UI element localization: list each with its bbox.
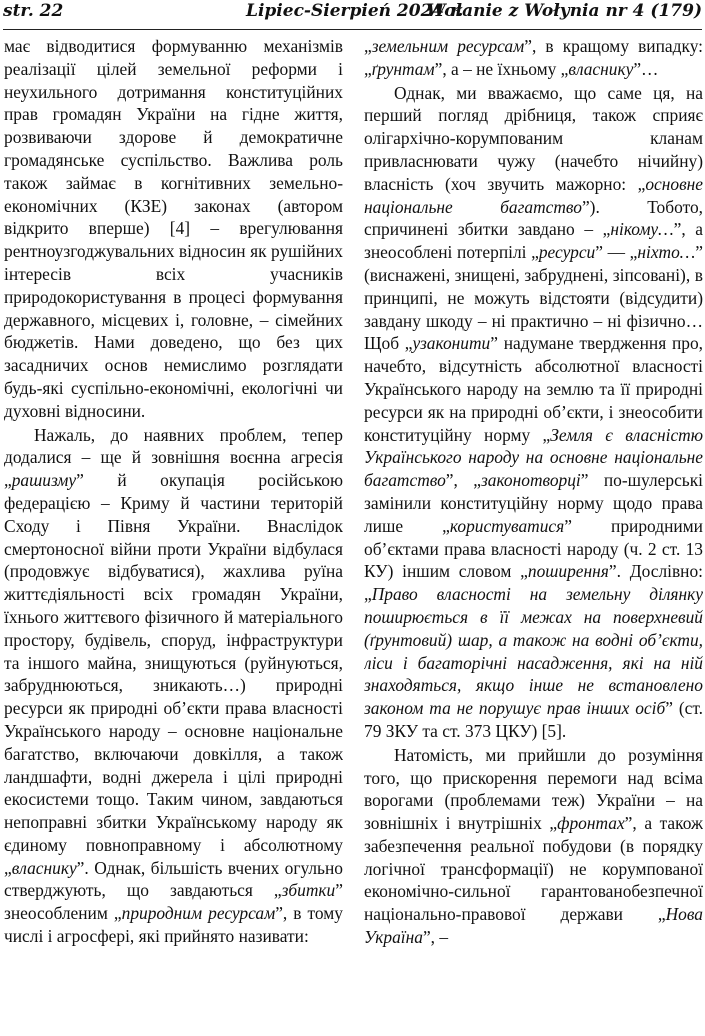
publication-title: Wołanie z Wołynia nr 4 (179) bbox=[426, 1, 702, 21]
italic-term: Нова Україна bbox=[364, 904, 703, 948]
italic-term: земельним ресурсам bbox=[371, 36, 525, 56]
italic-term: ґрунтам bbox=[371, 58, 435, 79]
italic-term: нікому… bbox=[610, 219, 674, 240]
italic-term: користуватися bbox=[449, 515, 565, 536]
italic-quote: Право власності на земельну ділянку поширюється в її межах на поверхневий (ґрунтовий) шар, а також на водні об’єкти, ліси і багаторічні насадження, які на ній знаходяться, якщо інше не встановлено законом та не порушує прав інших осіб bbox=[364, 584, 703, 719]
issue-date: Lipiec-Sierpień 2024 r. bbox=[246, 1, 464, 21]
italic-term: ніхто… bbox=[637, 242, 696, 263]
header-rule bbox=[3, 29, 702, 30]
paragraph: „земельним ресурсам”, в кращому випадку: „ґрунтам”, а – не їхньому „власнику”… bbox=[364, 36, 703, 79]
italic-term: збитки bbox=[281, 880, 336, 901]
left-column bbox=[4, 35, 343, 1035]
italic-term: законотворці bbox=[480, 470, 581, 491]
page-header bbox=[3, 0, 702, 30]
page-number: str. 22 bbox=[3, 1, 64, 21]
paragraph: Однак, ми вважаємо, що саме ця, на перший погляд дрібниця, також сприяє олігархічно-корумпованим кланам привласнювати чужу (начебто нічийну) власність (хоч звучить мажорно: „основне національне багатство”). Тобото, спричинені збитки завдано – „нікому…”, а знеособлені потерпілі „ресурси” — „ніхто…” (виснажені, знищені, забруднені, зіпсовані), в принципі, не можуть відстояти (відсудити) завдану шкоду – ні практично – ні фізично… Щоб „узаконити” надумане твердження про, начебто, відсутність абсолютної власності Українського народу на землю та її природні ресурси як на природні об’єкти, і знеособити конституційну норму „Земля є власністю Українського народу на основне національне багатство”, „законотворці” по-шулерські замінили конституційну норму щодо права лише „користуватися” природними об’єктами права власності народу (ч. 2 ст. 13 КУ) іншим словом „поширення”. Дослівно: „Право власності на земельну ділянку поширюється в її межах на поверхневий (ґрунтовий) шар, а також на водні об’єкти, ліси і багаторічні насадження, які на ній знаходяться, якщо інше не встановлено законом та не порушує прав інших осіб” (ст. 79 ЗКУ та ст. 373 ЦКУ) [5]. bbox=[364, 82, 703, 741]
italic-term: поширення bbox=[527, 561, 609, 582]
italic-term: власнику bbox=[568, 58, 634, 79]
paragraph: має відводитися формуванню механізмів реалізації цілей земельної реформи і неухильного дотримання конституційних прав громадян України на гідне життя, розвиваючи здорове й демократичне громадянське суспільство. Важлива роль також займає в когнітивних земельно-економічних (КЗЕ) законах (автором відкрито вперше) [4] – врегулювання рентноузгоджувальних відносин як рушійних інтересів всіх учасників природокористування в процесі формування державного, місцевих і, головне, – сімейних бюджетів. Нами доведено, що без цих засадничих основ немислимо розглядати будь-які суспільно-економічні, екологічні чи духовні відносини. bbox=[4, 36, 343, 421]
italic-term: природним ресурсам bbox=[121, 903, 276, 924]
italic-term: основне національне багатство bbox=[364, 173, 703, 217]
italic-term: Земля є власністю Українського народу на основне національне багатство bbox=[364, 424, 703, 491]
italic-term: власнику bbox=[11, 857, 77, 878]
right-column bbox=[364, 35, 703, 1035]
italic-term: рашизму bbox=[11, 470, 77, 491]
paragraph: Нажаль, до наявних проблем, тепер додалися – ще й зовнішня воєнна агресія „рашизму” й окупація російською федерацією – Криму й частини територій Сходу і Півня України. Внаслідок смертоносної війни проти України відбулася (продовжує відбуватися), жахлива руїна життєдіяльності всіх громадян України, їхнього життєвого фізичного й матеріального простору, будівель, споруд, інфраструктури та іншого майна, знищуються (руйнуються, забруднюються, зникають…) природні ресурси як природні об’єкти права власності Українського народу – основне національне багатство, включаючи довкілля, а також ландшафти, водні джерела і цілі природні екосистеми тощо. Таким чином, завдаються непоправні збитки Українському народу як єдиному повноправному і абсолютному „власнику”. Однак, більшість вчених огульно стверджують, що завдаються „збитки” знеособленим „природним ресурсам”, в тому числі і агросфері, які прийнято називати: bbox=[4, 424, 343, 947]
italic-term: фронтах bbox=[557, 813, 625, 834]
italic-term: ресурси bbox=[538, 242, 596, 263]
italic-term: узаконити bbox=[412, 333, 491, 354]
paragraph: Натомість, ми прийшли до розуміння того, що прискорення перемоги над всіма ворогами (проблемами теж) України – на зовнішніх і внутрішніх „фронтах”, а також забезпечення реальної побудови (в порядку логічної трансформації) не корумпованої економічно-сильної гарантованобезпечної національно-правової держави „Нова Україна”, – bbox=[364, 744, 703, 948]
